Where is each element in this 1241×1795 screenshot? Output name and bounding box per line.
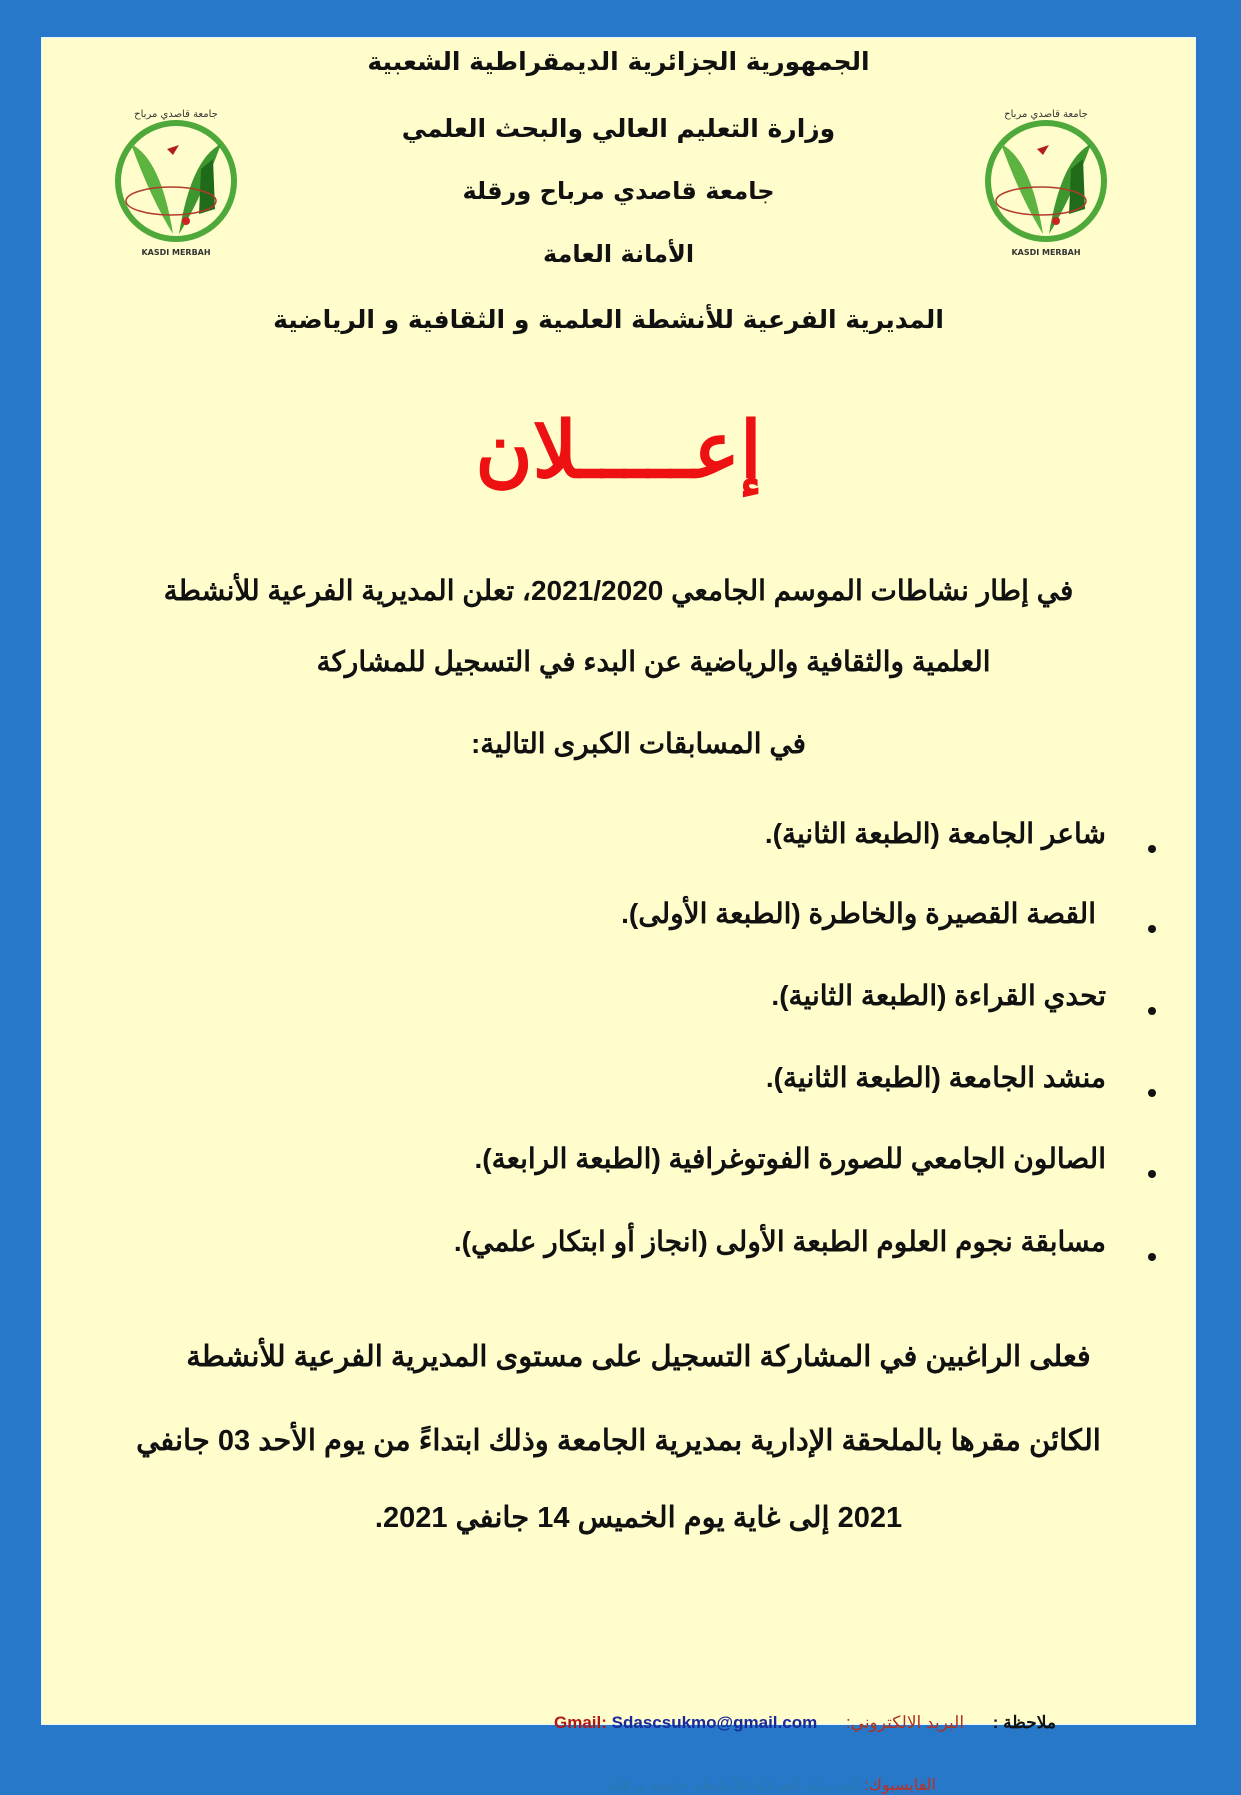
header-republic: الجمهورية الجزائرية الديمقراطية الشعبية xyxy=(367,47,870,76)
list-item: الصالون الجامعي للصورة الفوتوغرافية (الطبعة الرابعة). xyxy=(474,1143,1106,1174)
email-label: البريد الالكتروني: xyxy=(845,1713,965,1732)
intro-line-2: العلمية والثقافية والرياضية عن البدء في التسجيل للمشاركة xyxy=(316,646,991,677)
header-university: جامعة قاصدي مرباح ورقلة xyxy=(462,177,775,205)
facebook-page-link[interactable]: المديريّة الفرعيّة للأنشطة جامعة ورقلة xyxy=(608,1777,860,1794)
svg-text:KASDI MERBAH: KASDI MERBAH xyxy=(141,248,211,257)
list-item: مسابقة نجوم العلوم الطبعة الأولى (انجاز أو ابتكار علمي). xyxy=(453,1226,1106,1257)
list-item: منشد الجامعة (الطبعة الثانية). xyxy=(765,1062,1106,1093)
header-sub-directorate: المديرية الفرعية للأنشطة العلمية و الثقافية و الرياضية xyxy=(273,305,944,334)
bullet-icon xyxy=(1148,845,1156,853)
header-general-secretariat: الأمانة العامة xyxy=(542,240,695,268)
announcement-page xyxy=(41,37,1196,1794)
announcement-title: إعـــــلان xyxy=(475,405,762,496)
gmail-contact xyxy=(554,1713,817,1732)
header-ministry: وزارة التعليم العالي والبحث العلمي xyxy=(401,114,836,143)
outro-line-1: فعلى الراغبين في المشاركة التسجيل على مستوى المديرية الفرعية للأنشطة xyxy=(186,1341,1091,1373)
svg-text:جامعة قاصدي مرباح: جامعة قاصدي مرباح xyxy=(134,109,218,120)
intro-line-3: في المسابقات الكبرى التالية: xyxy=(470,728,807,759)
outro-line-3: 2021 إلى غاية يوم الخميس 14 جانفي 2021. xyxy=(374,1502,903,1534)
gmail-label: Gmail: xyxy=(554,1713,607,1732)
svg-text:KASDI MERBAH: KASDI MERBAH xyxy=(1011,248,1081,257)
bullet-icon xyxy=(1148,1089,1156,1097)
intro-line-1: في إطار نشاطات الموسم الجامعي 2021/2020، تعلن المديرية الفرعية للأنشطة xyxy=(163,575,1074,606)
bullet-icon xyxy=(1148,1253,1156,1261)
svg-text:جامعة قاصدي مرباح: جامعة قاصدي مرباح xyxy=(1004,109,1088,120)
bullet-icon xyxy=(1148,1007,1156,1015)
facebook-contact xyxy=(608,1775,936,1795)
list-item: القصة القصيرة والخاطرة (الطبعة الأولى). xyxy=(621,898,1096,929)
email-address-link[interactable]: Sdascsukmo@gmail.com xyxy=(611,1713,818,1732)
bullet-icon xyxy=(1148,925,1156,933)
list-item: شاعر الجامعة (الطبعة الثانية). xyxy=(764,818,1106,849)
note-label: ملاحظة : xyxy=(992,1713,1056,1732)
facebook-label: الفايسبوك: xyxy=(864,1777,936,1794)
outro-line-2: الكائن مقرها بالملحقة الإدارية بمديرية الجامعة وذلك ابتداءً من يوم الأحد 03 جانفي xyxy=(136,1425,1101,1457)
contact-note xyxy=(554,1713,1056,1733)
list-item: تحدي القراءة (الطبعة الثانية). xyxy=(771,980,1106,1011)
bullet-icon xyxy=(1148,1170,1156,1178)
